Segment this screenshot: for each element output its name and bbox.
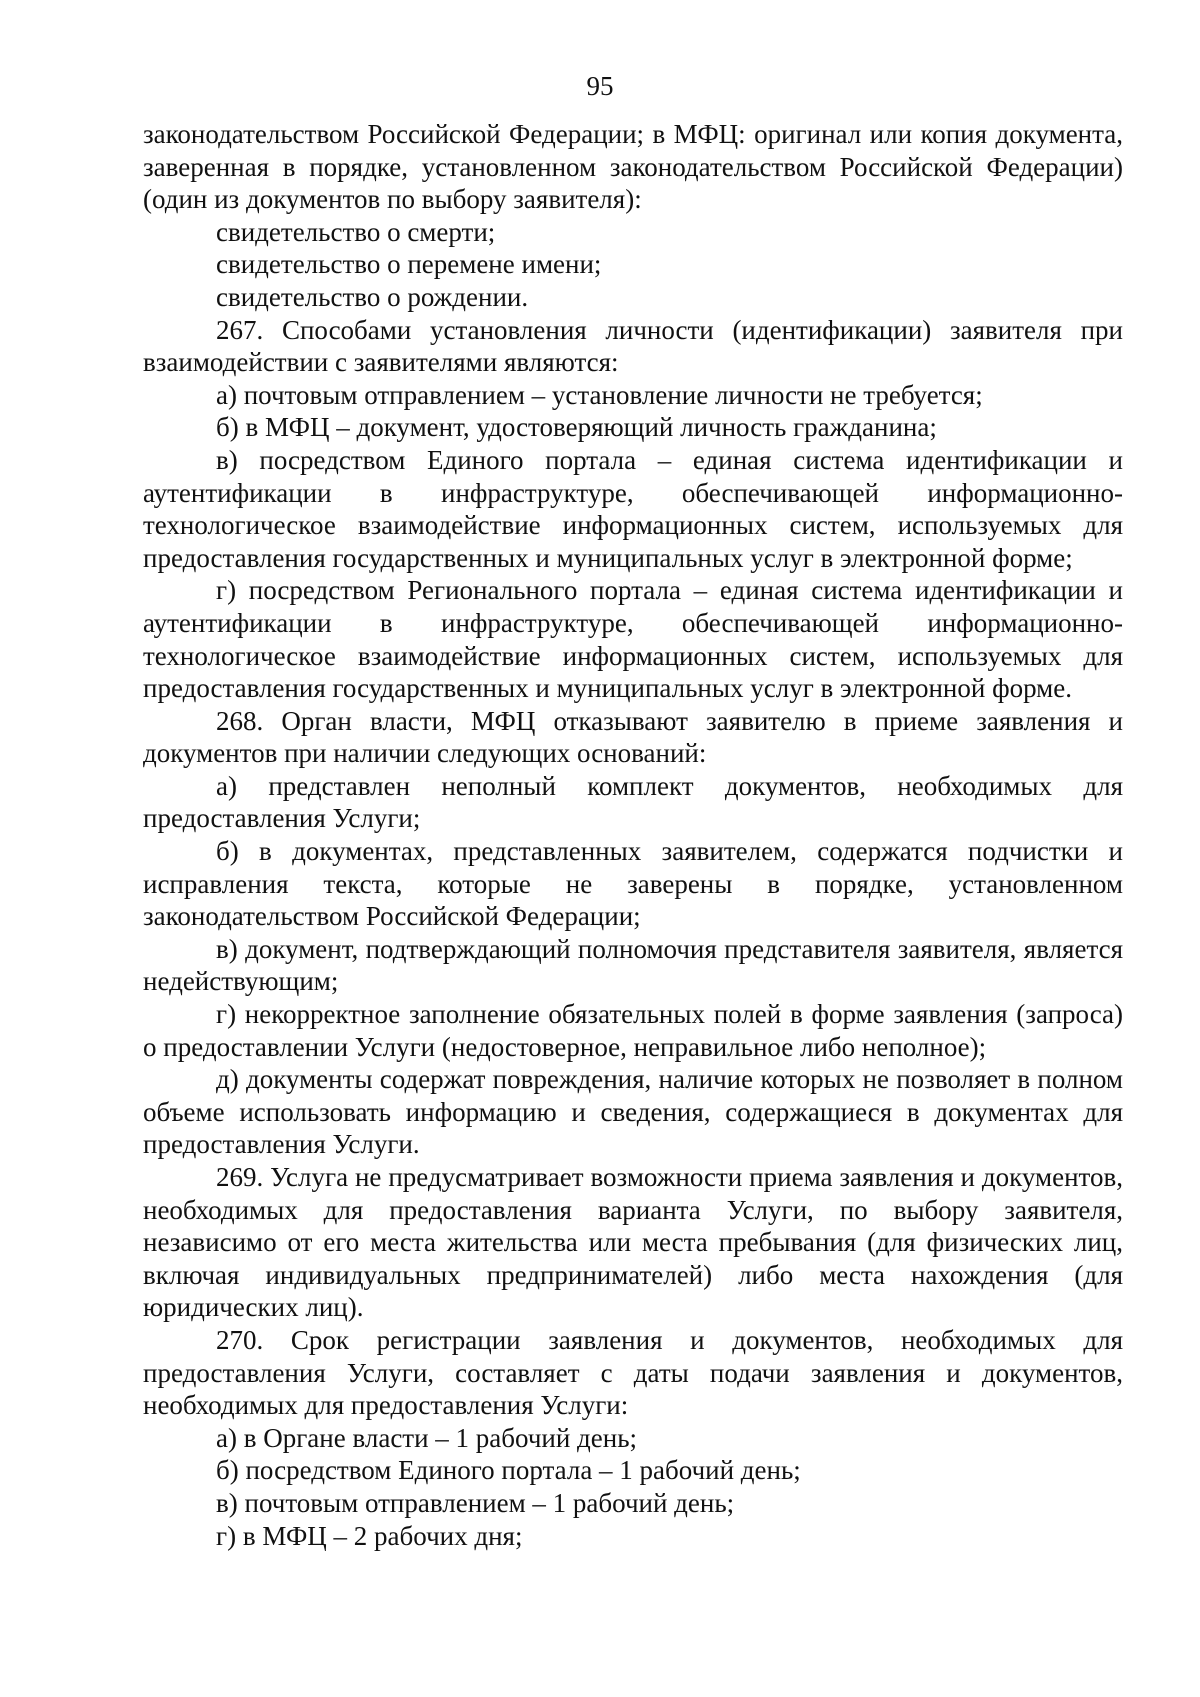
- list-item: а) почтовым отправлением – установление личности не требуется;: [216, 379, 983, 410]
- list-item: в) посредством Единого портала – единая система идентификации и аутентификации в инфраструктуре, обеспечивающей информационно-технологическое взаимодействие информационных систем, используемых для предоставления государственных и муниципальных услуг в электронной форме;: [143, 444, 1123, 573]
- paragraph: законодательством Российской Федерации; в МФЦ: оригинал или копия документа, заверенная в порядке, установленном законодательством Российской Федерации) (один из документов по выбору заявителя):: [143, 119, 1123, 215]
- list-item: г) посредством Регионального портала – единая система идентификации и аутентификации в инфраструктуре, обеспечивающей информационно-технологическое взаимодействие информационных систем, используемых для предоставления государственных и муниципальных услуг в электронной форме.: [143, 575, 1123, 704]
- list-item: б) в документах, представленных заявителем, содержатся подчистки и исправления текста, которые не заверены в порядке, установленном законодательством Российской Федерации;: [143, 836, 1123, 932]
- clause-270: 270. Срок регистрации заявления и документов, необходимых для предоставления Услуги, составляет с даты подачи заявления и документов, необходимых для предоставления Услуги:: [143, 1324, 1123, 1421]
- list-item: свидетельство о перемене имени;: [216, 249, 602, 280]
- list-item: а) в Органе власти – 1 рабочий день;: [216, 1422, 638, 1453]
- document-body: [143, 118, 1123, 1552]
- list-item: свидетельство о рождении.: [216, 281, 529, 312]
- list-item: г) некорректное заполнение обязательных полей в форме заявления (запроса) о предоставлении Услуги (недостоверное, неправильное либо неполное);: [143, 999, 1123, 1062]
- list-item: а) представлен неполный комплект документов, необходимых для предоставления Услуги;: [143, 770, 1123, 834]
- list-item: в) документ, подтверждающий полномочия представителя заявителя, является недействующим;: [143, 933, 1123, 997]
- list-item: в) почтовым отправлением – 1 рабочий день;: [216, 1487, 735, 1518]
- page-number: 95: [586, 71, 614, 101]
- list-item: б) в МФЦ – документ, удостоверяющий личность гражданина;: [216, 412, 937, 443]
- clause-268: 268. Орган власти, МФЦ отказывают заявителю в приеме заявления и документов при наличии следующих оснований:: [143, 705, 1123, 769]
- list-item: б) посредством Единого портала – 1 рабочий день;: [216, 1455, 801, 1486]
- clause-269: 269. Услуга не предусматривает возможности приема заявления и документов, необходимых для предоставления варианта Услуги, по выбору заявителя, независимо от его места жительства или места пребывания (для физических лиц, включая индивидуальных предпринимателей) либо места нахождения (для юридических лиц).: [143, 1162, 1123, 1323]
- list-item: свидетельство о смерти;: [216, 216, 496, 247]
- list-item: д) документы содержат повреждения, наличие которых не позволяет в полном объеме использовать информацию и сведения, содержащиеся в документах для предоставления Услуги.: [143, 1064, 1123, 1160]
- list-item: г) в МФЦ – 2 рабочих дня;: [216, 1520, 523, 1551]
- clause-267: 267. Способами установления личности (идентификации) заявителя при взаимодействии с заявителями являются:: [143, 314, 1123, 378]
